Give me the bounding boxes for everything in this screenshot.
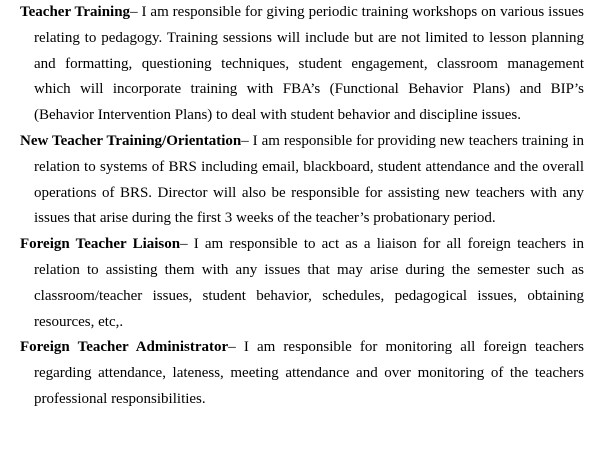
item-heading: New Teacher Training/Orientation: [20, 132, 242, 149]
list-item-new-teacher-training: [6, 129, 584, 232]
item-body: I am responsible for monitoring all foreign teachers regarding attendance, lateness, meeting attendance and over monitoring of the teachers professional responsibilities.: [34, 339, 584, 407]
item-body: I am responsible to act as a liaison for all foreign teachers in relation to assisting them with any issues that may arise during the semester such as classroom/teacher issues, student behavior, schedules, pedagogical issues, obtaining resources, etc,.: [34, 236, 585, 330]
bullet-icon: [6, 232, 20, 258]
bullet-icon: [6, 129, 20, 155]
bullet-icon: [6, 335, 20, 361]
responsibilities-document: [6, 0, 584, 413]
item-dash: –: [130, 4, 142, 20]
item-dash: –: [180, 236, 194, 253]
list-item-foreign-teacher-administrator: [6, 335, 584, 412]
list-item-teacher-training: [6, 0, 584, 129]
item-dash: –: [228, 339, 244, 356]
item-heading: Foreign Teacher Liaison: [20, 236, 181, 253]
item-body: I am responsible for providing new teachers training in relation to systems of BRS including email, blackboard, student attendance and the overall operations of BRS. Director will also be responsible for assisting new teachers with any issues that arise during the first 3 weeks of the teacher’s probationary period.: [34, 132, 585, 227]
item-dash: –: [241, 132, 253, 149]
item-body: I am responsible for giving periodic training workshops on various issues relating to pedagogy. Training sessions will include but are not limited to lesson planning and formatting, questioning techniques, student engagement, classroom management which will incorporate training with FBA’s (Functional Behavior Plans) and BIP’s (Behavior Intervention Plans) to deal with student behavior and discipline issues.: [34, 4, 585, 124]
bullet-icon: [6, 0, 20, 26]
item-heading: Teacher Training: [20, 4, 131, 20]
item-heading: Foreign Teacher Administrator: [20, 339, 229, 356]
list-item-foreign-teacher-liaison: [6, 232, 584, 335]
